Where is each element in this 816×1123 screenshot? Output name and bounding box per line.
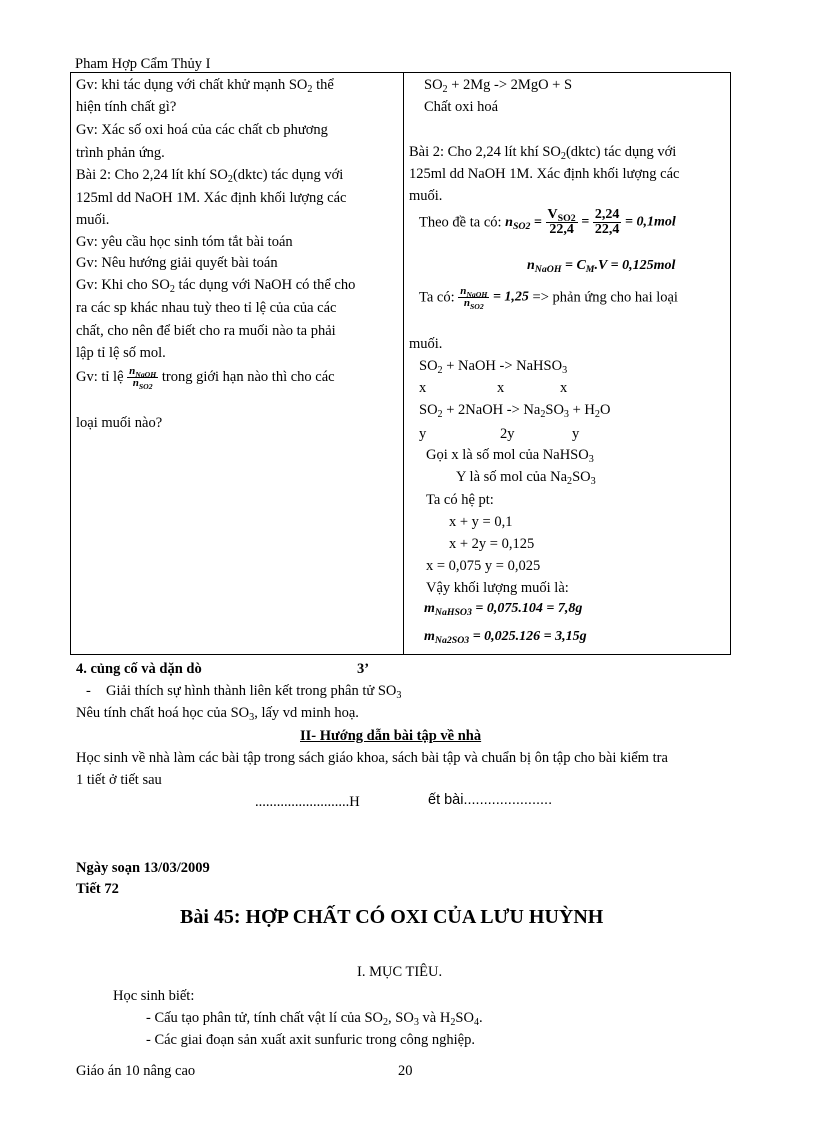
footer-left: Giáo án 10 nâng cao: [76, 1063, 196, 1079]
left-line: Gv: Nêu hướng giải quyết bài toán: [76, 255, 278, 271]
solution: x = 0,075 y = 0,025: [426, 558, 541, 574]
right-line: Vậy khối lượng muối là:: [426, 580, 569, 596]
right-line: Chất oxi hoá: [424, 99, 499, 115]
right-line: Ta có hệ pt:: [426, 492, 494, 508]
bullet-dash: -: [86, 683, 91, 699]
end-marker-left: ..........................H: [255, 794, 360, 810]
y-mark: y: [419, 426, 427, 442]
homework-line: Học sinh về nhà làm các bài tập trong sách giáo khoa, sách bài tập và chuẩn bị ôn tập cho bài kiểm tra: [76, 750, 668, 766]
reaction-2: $SO_2$ + 2NaOH -> $Na_2SO_3 + H_2O$: [419, 402, 611, 420]
left-line: Gv: khi tác dụng với chất khử mạnh $SO_2$ thể: [76, 77, 334, 95]
homework-line: 1 tiết ở tiết sau: [76, 772, 162, 788]
y-mark: y: [572, 426, 580, 442]
left-line: ra các sp khác nhau tuỳ theo tỉ lệ của của các: [76, 300, 337, 316]
equation-system: x + 2y = 0,125: [449, 536, 535, 552]
section-2-title: II- Hướng dẫn bài tập về nhà: [300, 728, 482, 744]
lesson-title: Bài 45: HỢP CHẤT CÓ OXI CỦA LƯU HUỲNH: [180, 906, 604, 928]
x-mark: x: [419, 380, 427, 396]
bullet-item: Giải thích sự hình thành liên kết trong phân tử $SO_3$: [106, 683, 402, 701]
right-line: muối.: [409, 188, 443, 204]
right-line: Bài 2: Cho 2,24 lít khí $SO_2(dktc)$ tác dụng với: [409, 144, 677, 162]
left-line: chất, cho nên để biết cho ra muối nào ta phải: [76, 323, 336, 339]
left-line: 125ml dd NaOH 1M. Xác định khối lượng các: [76, 190, 347, 206]
left-line: muối.: [76, 212, 110, 228]
table-divider: [403, 72, 404, 655]
left-line: Gv: Khi cho $SO_2$ tác dụng với NaOH có thể cho: [76, 277, 356, 295]
left-line: lập tỉ lệ số mol.: [76, 345, 166, 361]
right-line: Y là số mol của $Na_2SO_3$: [456, 469, 596, 487]
left-line: hiện tính chất gì?: [76, 99, 177, 115]
left-line: trình phản ứng.: [76, 145, 165, 161]
period-line: Tiết 72: [76, 881, 119, 897]
props-line: Nêu tính chất hoá học của $SO_3$, lấy vd minh hoạ.: [76, 705, 359, 723]
school-header: Pham Hợp Cẩm Thủy I: [75, 56, 211, 72]
left-line: Gv: tỉ lệ $\frac{n_{NaOH}}{n_{SO2}}$ trong giới hạn nào thì cho các: [76, 365, 335, 391]
right-line: Gọi x là số mol của NaHSO$_3$: [426, 447, 594, 465]
ratio-line: Ta có: $\frac{n_{NaOH}}{n_{SO2}}$ = 1,25 => phản ứng cho hai loại: [419, 285, 678, 311]
end-marker-right: ết bài......................: [428, 792, 553, 808]
x-mark: x: [560, 380, 568, 396]
page-number: 20: [398, 1063, 413, 1079]
section-4-title: 4. củng cố và dặn dò: [76, 661, 202, 677]
right-line: 125ml dd NaOH 1M. Xác định khối lượng các: [409, 166, 680, 182]
section-4-time: 3’: [357, 661, 370, 677]
naoh-moles: $n_{NaOH} = C_M.V = 0,125mol$: [527, 258, 676, 275]
x-mark: x: [497, 380, 505, 396]
mass-nahso3: $m_{NaHSO3} = 0,075.104 = 7,8g$: [424, 601, 583, 618]
date-line: Ngày soạn 13/03/2009: [76, 860, 210, 876]
reaction-1: $SO_2$ + NaOH -> NaHSO$_3$: [419, 358, 568, 376]
right-line: muối.: [409, 336, 443, 352]
objective-item: - Cấu tạo phân tử, tính chất vật lí của $SO_2$, $SO_3$ và $H_2SO_4$.: [146, 1010, 483, 1028]
equation-system: x + y = 0,1: [449, 514, 513, 530]
left-line: loại muối nào?: [76, 415, 163, 431]
students-know: Học sinh biết:: [113, 988, 195, 1004]
objective-item: - Các giai đoạn sản xuất axit sunfuric trong công nghiệp.: [146, 1032, 475, 1048]
left-line: Gv: yêu cầu học sinh tóm tắt bài toán: [76, 234, 293, 250]
y-mark: 2y: [500, 426, 515, 442]
moles-equation: Theo đề ta có: $n_{SO2}$ = $\frac{V_{SO2}}{22,4}$ = $\frac{2,24}{22,4}$ = 0,1mol: [419, 207, 676, 237]
mass-na2so3: $m_{Na2SO3} = 0,025.126 = 3,15g$: [424, 629, 587, 646]
left-line: Bài 2: Cho 2,24 lít khí $SO_2(dktc)$ tác dụng với: [76, 167, 344, 185]
right-line: $SO_2 + 2Mg -> 2MgO + S$: [424, 77, 573, 95]
left-line: Gv: Xác số oxi hoá của các chất cb phương: [76, 122, 328, 138]
ratio-fraction: $\frac{n_{NaOH}}{n_{SO2}}$: [129, 365, 157, 391]
objectives-title: I. MỤC TIÊU.: [357, 964, 443, 980]
